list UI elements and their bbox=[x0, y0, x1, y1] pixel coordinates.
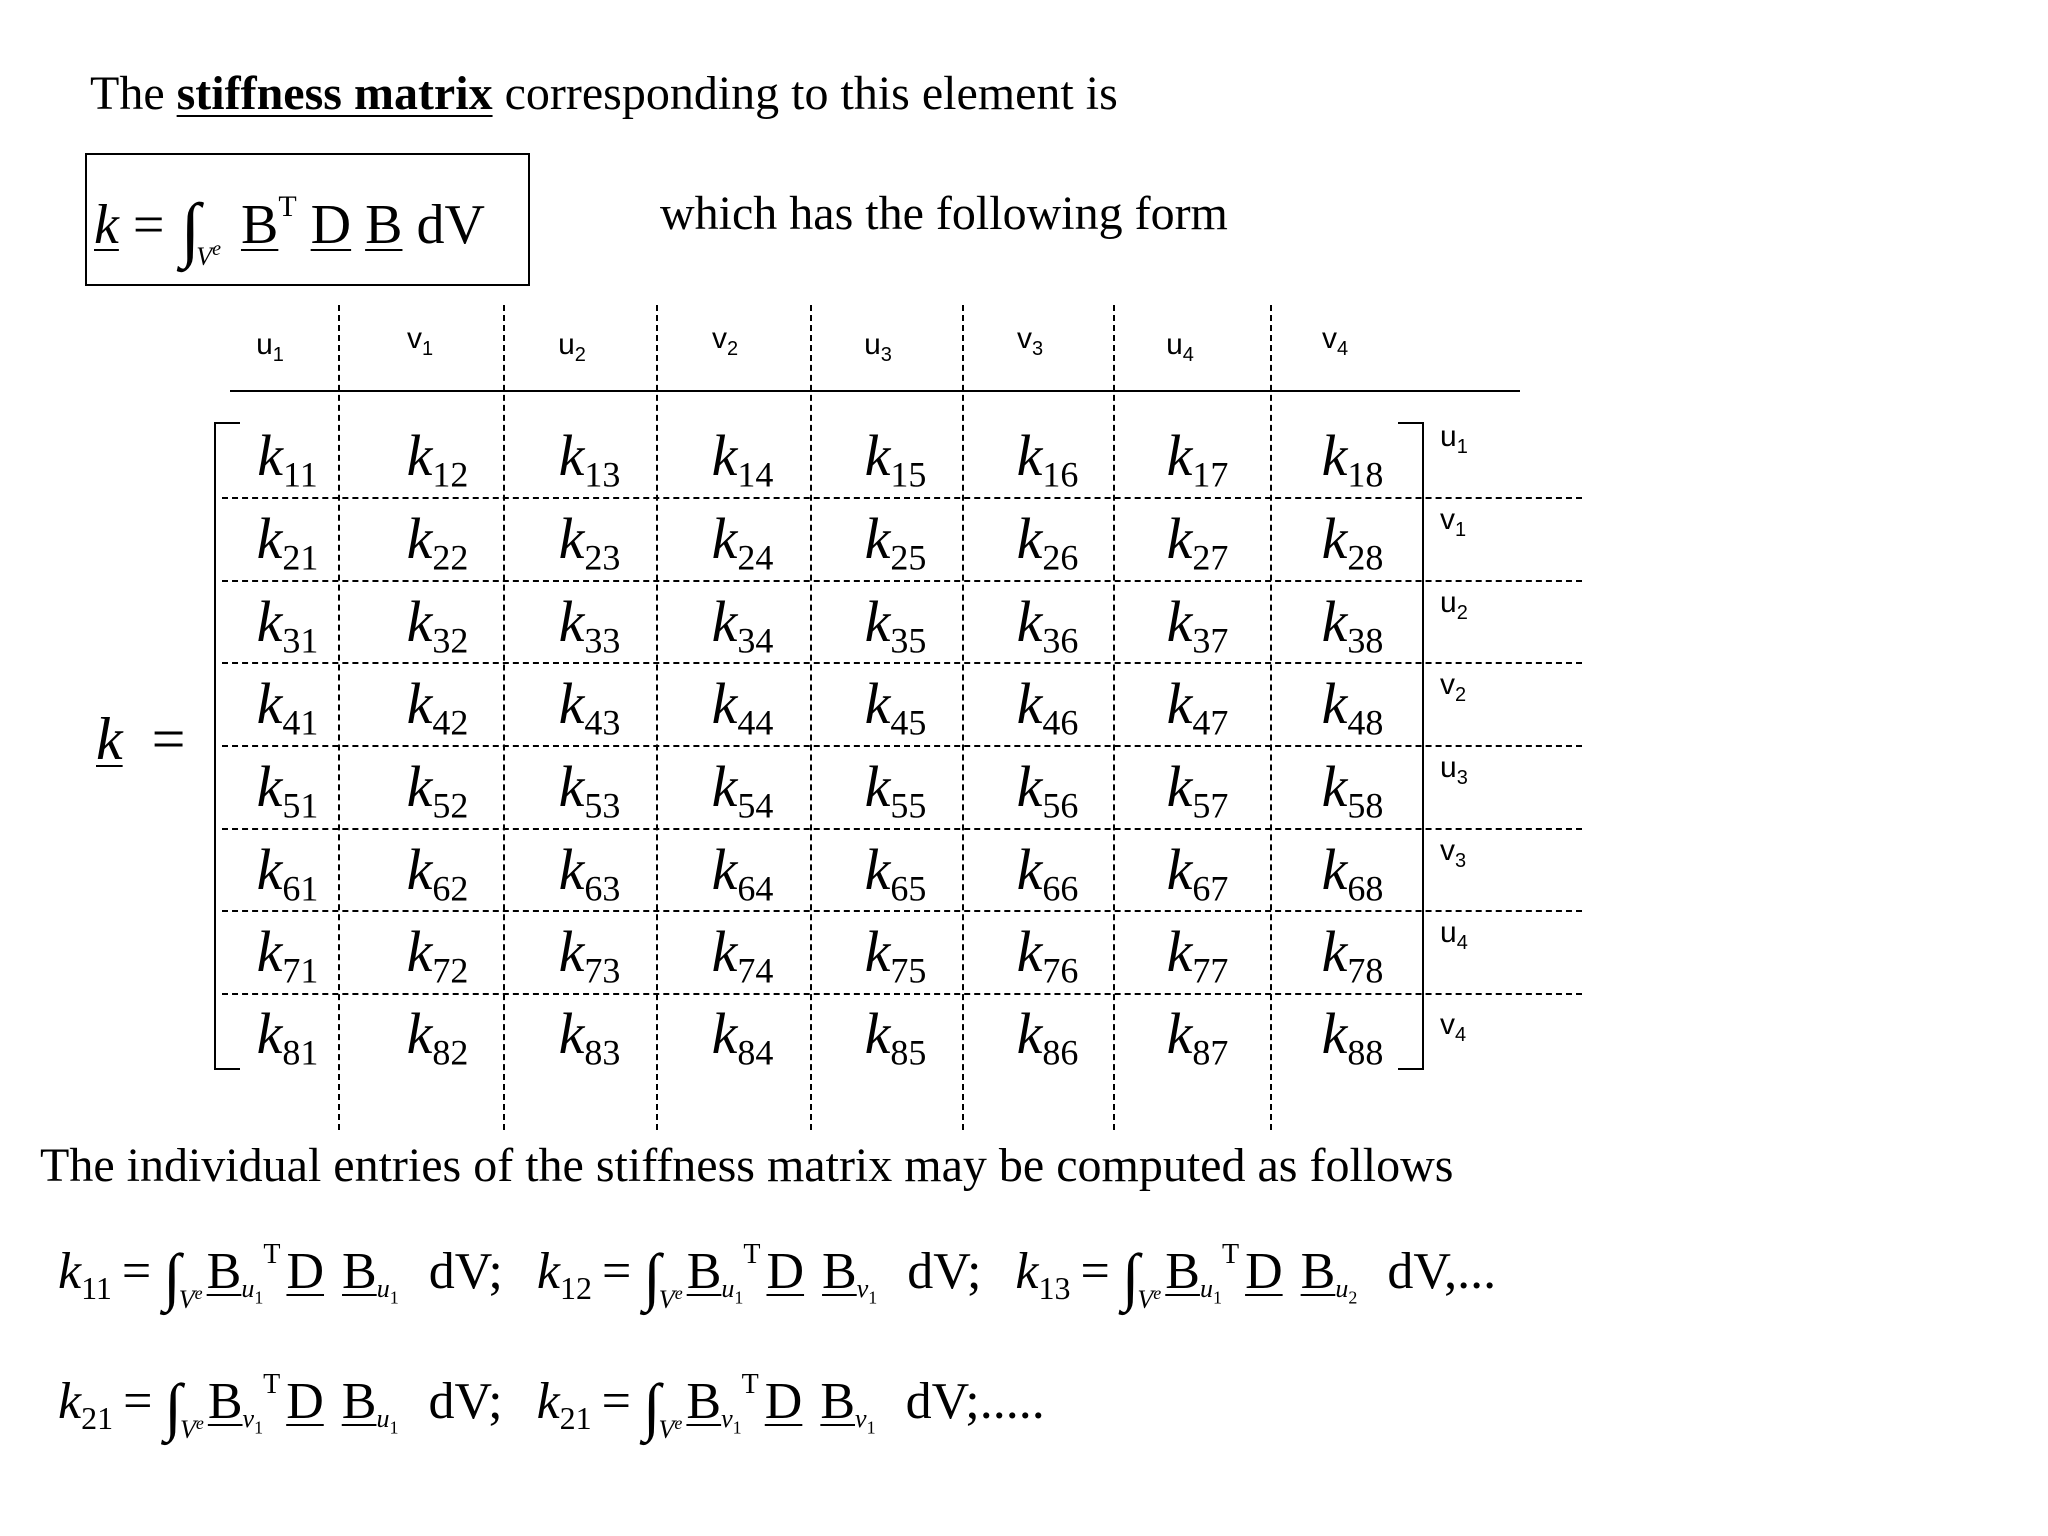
eq-B-left-sub: v1 bbox=[721, 1404, 742, 1438]
eq-equals: = bbox=[601, 1243, 632, 1300]
matrix-entry: $k_{52}$ bbox=[406, 754, 469, 826]
matrix-entry: $k_{88}$ bbox=[1321, 1001, 1384, 1073]
matrix-entry: $k_{46}$ bbox=[1016, 671, 1079, 743]
matrix-lhs-equals: = bbox=[151, 706, 186, 772]
matrix-entry: $k_{61}$ bbox=[256, 837, 319, 909]
eq-D: D bbox=[1245, 1243, 1283, 1300]
eq-B-right: B bbox=[822, 1243, 857, 1300]
matrix-entry: $k_{34}$ bbox=[711, 589, 774, 661]
column-dof-label: $u_1$ bbox=[256, 328, 284, 366]
eq-B-left: B bbox=[206, 1243, 242, 1300]
matrix-entry: $k_{78}$ bbox=[1321, 919, 1384, 991]
eq-B-right: B bbox=[1300, 1243, 1336, 1300]
matrix-entry: $k_{21}$ bbox=[256, 506, 319, 578]
matrix-entry: $k_{75}$ bbox=[864, 919, 927, 991]
row-dof-label: $v_1$ bbox=[1440, 503, 1467, 541]
eq-domain: Ve bbox=[658, 1283, 683, 1314]
matrix-entry: $k_{23}$ bbox=[558, 506, 621, 578]
eq-domain: Ve bbox=[1137, 1283, 1162, 1314]
eq-k: k bbox=[536, 1243, 560, 1300]
eq-k-index: 21 bbox=[81, 1400, 114, 1437]
intro-prefix: The bbox=[90, 67, 177, 120]
eq-tail: dV,... bbox=[1387, 1243, 1497, 1300]
def-domain: Ve bbox=[196, 238, 221, 271]
matrix-entry: $k_{82}$ bbox=[406, 1001, 469, 1073]
matrix-entry: $k_{17}$ bbox=[1166, 423, 1229, 495]
def-B2: B bbox=[365, 194, 403, 256]
row-divider bbox=[222, 662, 1582, 664]
matrix-entry: $k_{51}$ bbox=[256, 754, 319, 826]
matrix-entry: $k_{73}$ bbox=[558, 919, 621, 991]
column-divider bbox=[1270, 305, 1272, 1130]
entry-equation bbox=[58, 1360, 503, 1444]
matrix-entry: $k_{35}$ bbox=[864, 589, 927, 661]
row-dof-label: $v_2$ bbox=[1440, 668, 1467, 706]
matrix-entry: $k_{58}$ bbox=[1321, 754, 1384, 826]
matrix-entry: $k_{57}$ bbox=[1166, 754, 1229, 826]
eq-domain: Ve bbox=[658, 1413, 683, 1444]
column-dof-label: $v_2$ bbox=[711, 322, 739, 360]
eq-tail: dV; bbox=[428, 1373, 503, 1430]
eq-B-left: B bbox=[686, 1243, 722, 1300]
row-dof-label: $u_4$ bbox=[1440, 916, 1468, 954]
eq-B-right-sub: u2 bbox=[1335, 1274, 1358, 1308]
row-divider bbox=[222, 580, 1582, 582]
eq-B-left: B bbox=[686, 1373, 722, 1430]
matrix-entry: $k_{18}$ bbox=[1321, 423, 1384, 495]
eq-B-right-sub: v1 bbox=[855, 1404, 876, 1438]
eq-tail: dV; bbox=[428, 1243, 503, 1300]
eq-B-left-sub: u1 bbox=[241, 1274, 264, 1308]
definition-note: which has the following form bbox=[660, 187, 1228, 240]
matrix-entry: $k_{44}$ bbox=[711, 671, 774, 743]
eq-k: k bbox=[58, 1243, 82, 1300]
eq-k-index: 12 bbox=[559, 1270, 592, 1307]
eq-B-right: B bbox=[341, 1373, 377, 1430]
matrix-entry: $k_{16}$ bbox=[1016, 423, 1079, 495]
matrix-entry: $k_{25}$ bbox=[864, 506, 927, 578]
eq-B-left-sub: u1 bbox=[721, 1274, 744, 1308]
matrix-entry: $k_{45}$ bbox=[864, 671, 927, 743]
matrix-entry: $k_{41}$ bbox=[256, 671, 319, 743]
matrix-entry: $k_{66}$ bbox=[1016, 837, 1079, 909]
equation-line-2 bbox=[58, 1360, 1079, 1444]
matrix-lhs-k: k bbox=[96, 706, 123, 772]
eq-integral-icon: ∫ bbox=[164, 1371, 182, 1442]
column-dof-label: $v_1$ bbox=[406, 322, 434, 360]
equation-line-1 bbox=[58, 1230, 1530, 1314]
matrix-entry: $k_{22}$ bbox=[406, 506, 469, 578]
eq-D: D bbox=[764, 1373, 803, 1430]
matrix-entry: $k_{74}$ bbox=[711, 919, 774, 991]
matrix-entry: $k_{56}$ bbox=[1016, 754, 1079, 826]
eq-B-right-sub: u1 bbox=[376, 1404, 399, 1438]
eq-k-index: 11 bbox=[81, 1270, 112, 1307]
eq-equals: = bbox=[123, 1373, 153, 1430]
eq-equals: = bbox=[601, 1373, 631, 1430]
matrix-entry: $k_{62}$ bbox=[406, 837, 469, 909]
matrix-entry: $k_{24}$ bbox=[711, 506, 774, 578]
eq-integral-icon: ∫ bbox=[643, 1371, 661, 1442]
eq-integral-icon: ∫ bbox=[1121, 1241, 1140, 1312]
eq-equals: = bbox=[1080, 1243, 1110, 1300]
matrix-entry: $k_{67}$ bbox=[1166, 837, 1229, 909]
matrix-entry: $k_{14}$ bbox=[711, 423, 774, 495]
eq-integral-icon: ∫ bbox=[643, 1241, 661, 1312]
eq-transpose: T bbox=[263, 1238, 281, 1270]
matrix-entry: $k_{47}$ bbox=[1166, 671, 1229, 743]
matrix-entry: $k_{42}$ bbox=[406, 671, 469, 743]
eq-B-left-sub: v1 bbox=[242, 1404, 264, 1438]
row-dof-label: $u_3$ bbox=[1440, 751, 1468, 789]
eq-B-left-sub: u1 bbox=[1199, 1274, 1222, 1308]
row-divider bbox=[222, 745, 1582, 747]
matrix-entry: $k_{71}$ bbox=[256, 919, 319, 991]
eq-B-right-sub: v1 bbox=[856, 1274, 878, 1308]
column-dof-label: $u_2$ bbox=[558, 328, 586, 366]
matrix-entry: $k_{33}$ bbox=[558, 589, 621, 661]
entry-equation bbox=[536, 1360, 1045, 1444]
matrix-entry: $k_{63}$ bbox=[558, 837, 621, 909]
matrix-entry: $k_{36}$ bbox=[1016, 589, 1079, 661]
eq-transpose: T bbox=[263, 1368, 281, 1400]
matrix-entry: $k_{72}$ bbox=[406, 919, 469, 991]
matrix-entry: $k_{38}$ bbox=[1321, 589, 1384, 661]
def-D: D bbox=[310, 194, 352, 256]
row-divider bbox=[222, 828, 1582, 830]
intro-suffix: corresponding to this element is bbox=[492, 67, 1118, 120]
column-dof-label: $v_3$ bbox=[1016, 322, 1044, 360]
eq-tail: dV;..... bbox=[905, 1373, 1045, 1430]
matrix-entry: $k_{53}$ bbox=[558, 754, 621, 826]
entry-equation bbox=[536, 1230, 982, 1314]
matrix-entry: $k_{81}$ bbox=[256, 1001, 319, 1073]
eq-B-right: B bbox=[820, 1373, 856, 1430]
matrix-entry: $k_{13}$ bbox=[558, 423, 621, 495]
eq-k: k bbox=[58, 1373, 82, 1430]
matrix-entry: $k_{76}$ bbox=[1016, 919, 1079, 991]
def-dV: dV bbox=[416, 194, 485, 256]
matrix-entry: $k_{11}$ bbox=[257, 423, 318, 495]
eq-integral-icon: ∫ bbox=[163, 1241, 181, 1312]
matrix-entry: $k_{65}$ bbox=[864, 837, 927, 909]
eq-B-right: B bbox=[342, 1243, 377, 1300]
matrix-entry: $k_{12}$ bbox=[406, 423, 469, 495]
matrix-entry: $k_{55}$ bbox=[864, 754, 927, 826]
matrix-entry: $k_{86}$ bbox=[1016, 1001, 1079, 1073]
row-dof-label: $v_4$ bbox=[1440, 1008, 1467, 1046]
column-header-rule bbox=[230, 390, 1520, 392]
column-dof-label: $u_4$ bbox=[1166, 328, 1194, 366]
def-k: k bbox=[94, 194, 119, 256]
matrix-entry: $k_{68}$ bbox=[1321, 837, 1384, 909]
eq-B-right-sub: u1 bbox=[376, 1274, 399, 1308]
matrix-entry: $k_{28}$ bbox=[1321, 506, 1384, 578]
eq-D: D bbox=[766, 1243, 805, 1300]
matrix-entry: $k_{54}$ bbox=[711, 754, 774, 826]
intro-bold-term: stiffness matrix bbox=[176, 67, 493, 120]
eq-B-left: B bbox=[207, 1373, 243, 1430]
eq-transpose: T bbox=[1221, 1238, 1240, 1270]
column-dof-label: $v_4$ bbox=[1321, 322, 1349, 360]
matrix-entry: $k_{48}$ bbox=[1321, 671, 1384, 743]
eq-k-index: 21 bbox=[559, 1400, 592, 1437]
def-integral-icon: ∫ bbox=[180, 189, 201, 269]
eq-D: D bbox=[286, 1373, 324, 1430]
eq-domain: Ve bbox=[179, 1413, 204, 1444]
row-dof-label: $u_2$ bbox=[1440, 586, 1468, 624]
entry-equation bbox=[1015, 1230, 1497, 1314]
matrix-entry: $k_{37}$ bbox=[1166, 589, 1229, 661]
eq-transpose: T bbox=[741, 1368, 759, 1400]
eq-B-left: B bbox=[1165, 1243, 1200, 1300]
eq-tail: dV; bbox=[907, 1243, 982, 1300]
matrix-entry: $k_{83}$ bbox=[558, 1001, 621, 1073]
column-dof-label: $u_3$ bbox=[864, 328, 892, 366]
def-B: B bbox=[240, 194, 279, 256]
row-divider bbox=[222, 910, 1582, 912]
def-equals: = bbox=[132, 194, 165, 256]
eq-equals: = bbox=[121, 1243, 152, 1300]
entry-equation bbox=[58, 1230, 503, 1314]
row-dof-label: $v_3$ bbox=[1440, 834, 1467, 872]
matrix-entry: $k_{31}$ bbox=[256, 589, 319, 661]
eq-k: k bbox=[536, 1373, 560, 1430]
eq-k-index: 13 bbox=[1038, 1270, 1071, 1307]
matrix-entry: $k_{85}$ bbox=[864, 1001, 927, 1073]
matrix-entry: $k_{15}$ bbox=[864, 423, 927, 495]
eq-k: k bbox=[1015, 1243, 1039, 1300]
matrix-entry: $k_{64}$ bbox=[711, 837, 774, 909]
row-divider bbox=[222, 497, 1582, 499]
row-divider bbox=[222, 993, 1582, 995]
computation-sentence: The individual entries of the stiffness matrix may be computed as follows bbox=[40, 1139, 1454, 1192]
matrix-entry: $k_{32}$ bbox=[406, 589, 469, 661]
matrix-entry: $k_{26}$ bbox=[1016, 506, 1079, 578]
matrix-entry: $k_{27}$ bbox=[1166, 506, 1229, 578]
matrix-entry: $k_{87}$ bbox=[1166, 1001, 1229, 1073]
def-transpose: T bbox=[278, 190, 297, 223]
matrix-entry: $k_{43}$ bbox=[558, 671, 621, 743]
eq-D: D bbox=[286, 1243, 325, 1300]
matrix-entry: $k_{84}$ bbox=[711, 1001, 774, 1073]
eq-transpose: T bbox=[743, 1238, 761, 1270]
eq-domain: Ve bbox=[178, 1283, 203, 1314]
matrix-entry: $k_{77}$ bbox=[1166, 919, 1229, 991]
row-dof-label: $u_1$ bbox=[1440, 420, 1468, 458]
matrix-lhs bbox=[96, 705, 185, 774]
